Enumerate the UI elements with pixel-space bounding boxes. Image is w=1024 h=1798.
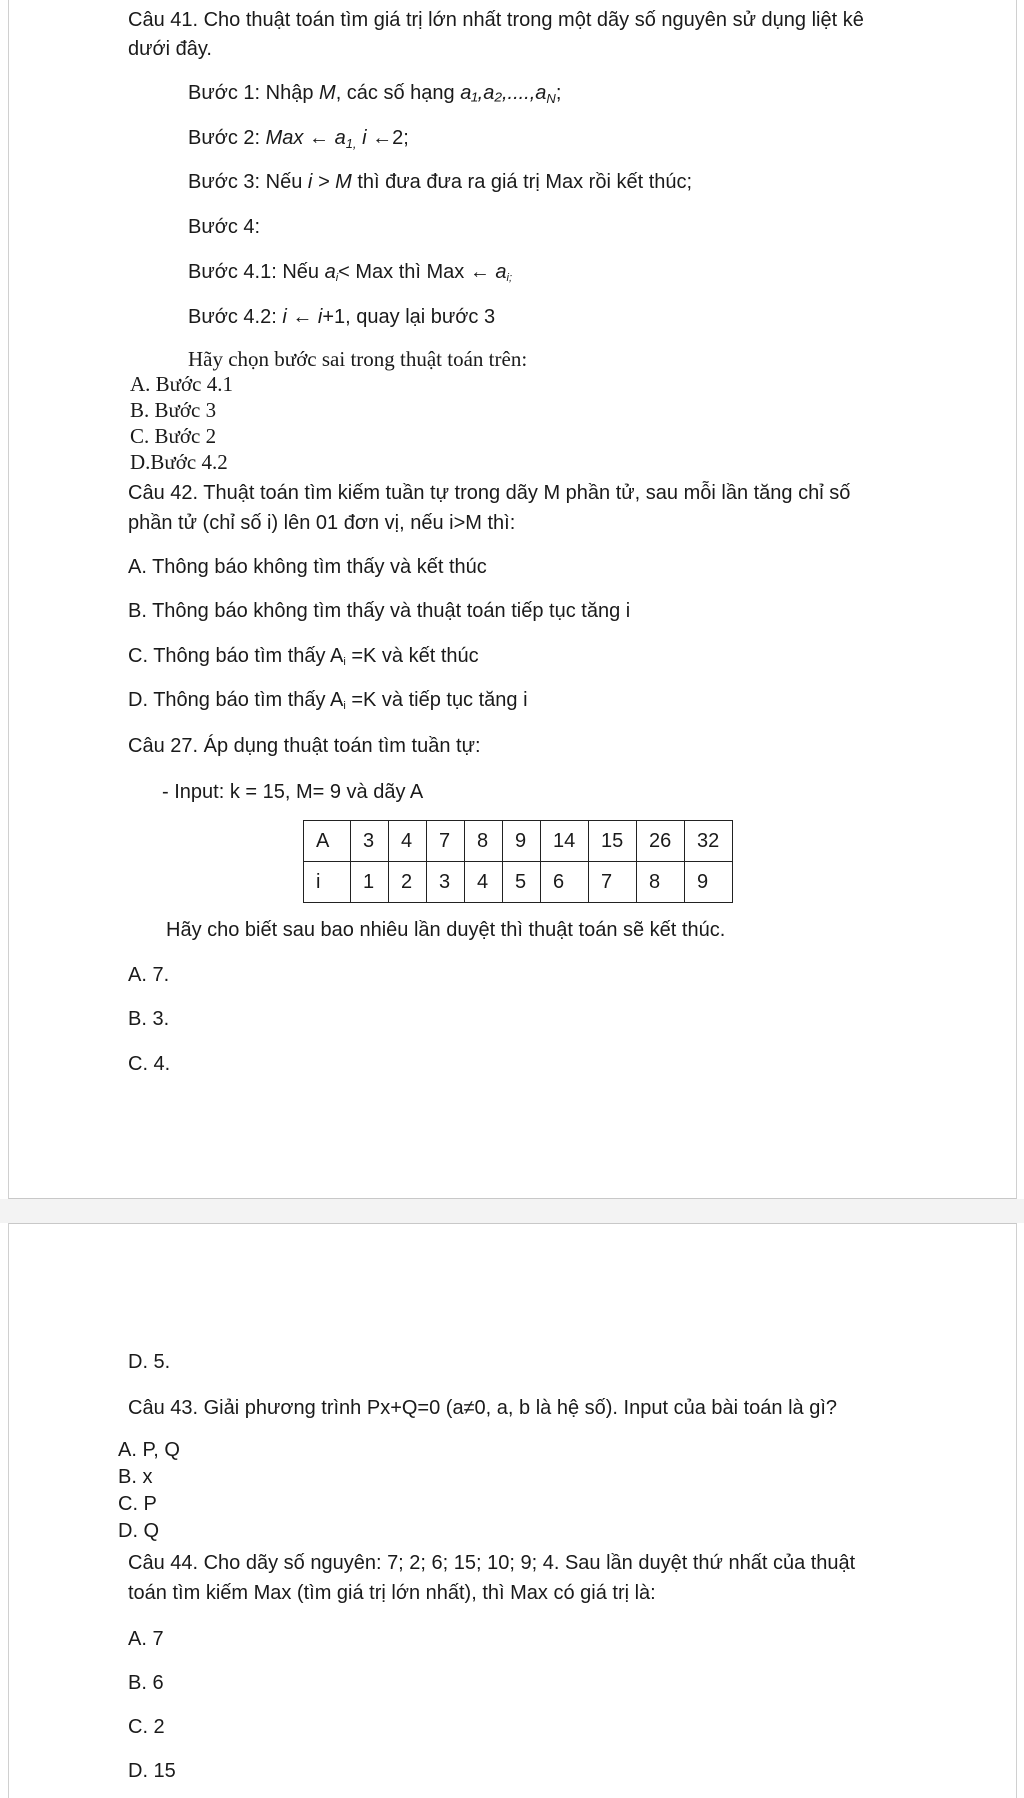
q27-option-a: A. 7. (128, 964, 170, 986)
q27-input: - Input: k = 15, M= 9 và dãy A (162, 781, 424, 803)
table-cell: 9 (685, 862, 733, 903)
q41-title-line1: Câu 41. Cho thuật toán tìm giá trị lớn nhất trong một dãy số nguyên sử dụng liệt kê (128, 9, 864, 31)
table-cell: 5 (503, 862, 541, 903)
table-row-i (304, 862, 733, 903)
q44-title-line1: Câu 44. Cho dãy số nguyên: 7; 2; 6; 15; 10; 9; 4. Sau lần duyệt thứ nhất của thuật (128, 1552, 856, 1574)
table-cell: 6 (541, 862, 589, 903)
q27-option-c: C. 4. (128, 1053, 171, 1075)
document-page-2 (8, 1223, 1017, 1798)
table-cell: 8 (465, 821, 503, 862)
table-cell: 9 (503, 821, 541, 862)
q41-step41: Bước 4.1: Nếu $a_i<$ Max thì Max ← $a_{i;}$ (188, 261, 513, 284)
table-cell: 7 (589, 862, 637, 903)
q42-option-c: C. Thông báo tìm thấy $A_i =K$ và kết thúc (128, 645, 479, 668)
table-cell: 1 (351, 862, 389, 903)
q41-prompt: Hãy chọn bước sai trong thuật toán trên: (188, 347, 528, 371)
table-cell: 32 (685, 821, 733, 862)
table-cell: i (304, 862, 351, 903)
q41-option-c: C. Bước 2 (130, 424, 217, 448)
q44-option-d: D. 15 (128, 1760, 176, 1782)
table-cell: 14 (541, 821, 589, 862)
table-cell: 15 (589, 821, 637, 862)
table-cell: 26 (637, 821, 685, 862)
table-cell: 7 (427, 821, 465, 862)
table-cell: 8 (637, 862, 685, 903)
table-cell: A (304, 821, 351, 862)
q42-option-d: D. Thông báo tìm thấy $A_i =K$ và tiếp tục tăng i (128, 689, 528, 712)
q44-option-a: A. 7 (128, 1628, 164, 1650)
q27-option-d: D. 5. (128, 1351, 171, 1373)
q44-option-b: B. 6 (128, 1672, 164, 1694)
table-cell: 4 (389, 821, 427, 862)
array-table (303, 820, 733, 903)
page-gap (0, 1199, 1024, 1223)
table-cell: 4 (465, 862, 503, 903)
q43-option-c: C. P (118, 1493, 157, 1515)
table-cell: 2 (389, 862, 427, 903)
q41-step2: Bước 2: Max ← $a_{1,}$ i ←2; (188, 127, 409, 151)
table-row-a (304, 821, 733, 862)
q41-step42: Bước 4.2: i ← i+1, quay lại bước 3 (188, 306, 496, 328)
q42-option-b: B. Thông báo không tìm thấy và thuật toán tiếp tục tăng i (128, 600, 631, 622)
q41-option-b: B. Bước 3 (130, 398, 217, 422)
q42-title-line2: phần tử (chỉ số i) lên 01 đơn vị, nếu i>M thì: (128, 512, 516, 534)
q43-title: Câu 43. Giải phương trình Px+Q=0 (a≠0, a, b là hệ số). Input của bài toán là gì? (128, 1397, 838, 1419)
q42-title-line1: Câu 42. Thuật toán tìm kiếm tuần tự trong dãy M phần tử, sau mỗi lần tăng chỉ số (128, 482, 851, 504)
q44-option-c: C. 2 (128, 1716, 165, 1738)
q43-option-b: B. x (118, 1466, 153, 1488)
q41-option-a: A. Bước 4.1 (130, 372, 233, 396)
q27-title: Câu 27. Áp dụng thuật toán tìm tuần tự: (128, 735, 481, 757)
q44-title-line2: toán tìm kiếm Max (tìm giá trị lớn nhất), thì Max có giá trị là: (128, 1582, 656, 1604)
q43-option-d: D. Q (118, 1520, 160, 1542)
table-cell: 3 (351, 821, 389, 862)
table-cell: 3 (427, 862, 465, 903)
q41-step1: Bước 1: Nhập M, các số hạng $a_1,a_2,....,a_N$; (188, 82, 562, 106)
q41-step3: Bước 3: Nếu i > M thì đưa đưa ra giá trị Max rồi kết thúc; (188, 171, 693, 193)
q41-option-d: D.Bước 4.2 (130, 450, 228, 474)
q27-option-b: B. 3. (128, 1008, 170, 1030)
q43-option-a: A. P, Q (118, 1439, 180, 1461)
q42-option-a: A. Thông báo không tìm thấy và kết thúc (128, 556, 487, 578)
q41-step4: Bước 4: (188, 216, 261, 238)
q27-question: Hãy cho biết sau bao nhiêu lần duyệt thì thuật toán sẽ kết thúc. (166, 919, 726, 941)
q41-title-line2: dưới đây. (128, 38, 212, 60)
